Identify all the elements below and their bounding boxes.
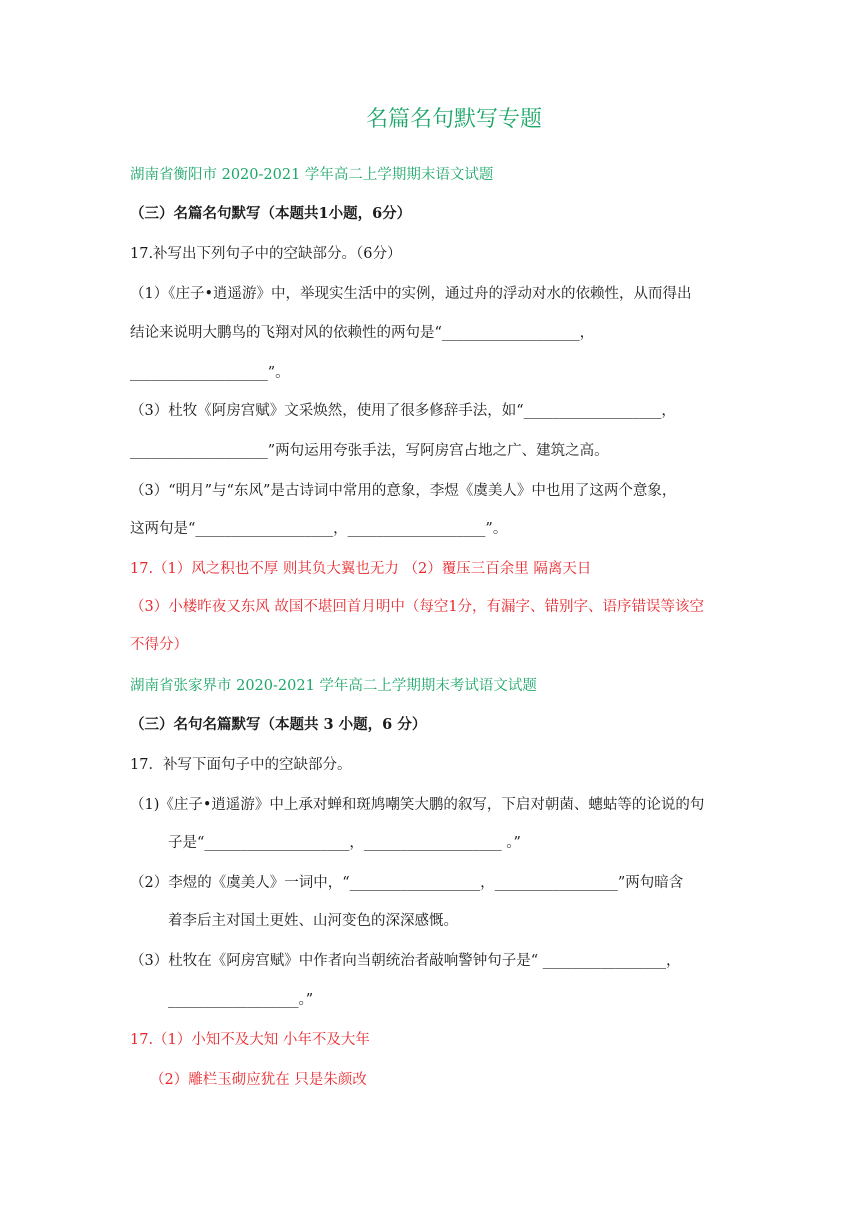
answer-1-line: （3）小楼昨夜又东风 故国不堪回首月明中（每空1分，有漏字、错别字、语序错误等该空 bbox=[130, 599, 705, 615]
question-2-line: （2）李煜的《虞美人》一词中，“__________________，_________________”两句暗含 bbox=[130, 875, 684, 891]
question-2-line: （3）杜牧在《阿房宫赋》中作者向当朝统治者敲响警钟句子是“ _________________， bbox=[130, 953, 681, 969]
answer-1-line: 不得分） bbox=[130, 637, 188, 653]
answer-1-line: 17.（1）风之积也不厚 则其负大翼也无力 （2）覆压三百余里 隔离天日 bbox=[130, 561, 592, 577]
question-2: 17．补写下面句子中的空缺部分。 bbox=[130, 757, 352, 773]
question-2-line: 着李后主对国土更姓、山河变色的深深感慨。 bbox=[168, 913, 458, 929]
question-1: 17.补写出下列句子中的空缺部分。（6分） bbox=[130, 246, 402, 262]
question-1-line: 这两句是“___________________，___________________”。 bbox=[130, 521, 508, 537]
question-1-line: ___________________”。 bbox=[130, 365, 290, 381]
question-1-line: （1）《庄子•逍遥游》中，举现实生活中的实例，通过舟的浮动对水的依赖性，从而得出 bbox=[130, 286, 692, 302]
question-1-line: ___________________”两句运用夸张手法，写阿房宫占地之广、建筑之高。 bbox=[130, 443, 609, 459]
question-1-line: 结论来说明大鹏鸟的飞翔对风的依赖性的两句是“___________________， bbox=[130, 325, 595, 341]
source-line-1: 湖南省衡阳市 2020-2021 学年高二上学期期末语文试题 bbox=[130, 167, 494, 183]
question-2-line: （1)《庄子•逍遥游》中上承对蝉和斑鸠嘲笑大鹏的叙写，下启对朝菌、蟪蛄等的论说的句 bbox=[130, 797, 705, 813]
answer-2-line: （2）雕栏玉砌应犹在 只是朱颜改 bbox=[150, 1072, 367, 1088]
source-line-2: 湖南省张家界市 2020-2021 学年高二上学期期末考试语文试题 bbox=[130, 678, 537, 694]
answer-2-line: 17.（1）小知不及大知 小年不及大年 bbox=[130, 1032, 370, 1048]
question-1-line: （3）“明月”与“东风”是古诗词中常用的意象，李煜《虞美人》中也用了这两个意象， bbox=[130, 483, 677, 499]
section-heading-1: （三）名篇名句默写（本题共1小题，6分） bbox=[130, 205, 412, 222]
question-2-line: __________________。” bbox=[168, 992, 314, 1008]
question-2-line: 子是“____________________，___________________ 。” bbox=[168, 835, 521, 851]
page-title: 名篇名句默写专题 bbox=[365, 107, 542, 132]
section-heading-2: （三）名句名篇默写（本题共 3 小题，6 分） bbox=[130, 716, 427, 733]
question-1-line: （3）杜牧《阿房宫赋》文采焕然，使用了很多修辞手法，如“___________________， bbox=[130, 403, 676, 419]
